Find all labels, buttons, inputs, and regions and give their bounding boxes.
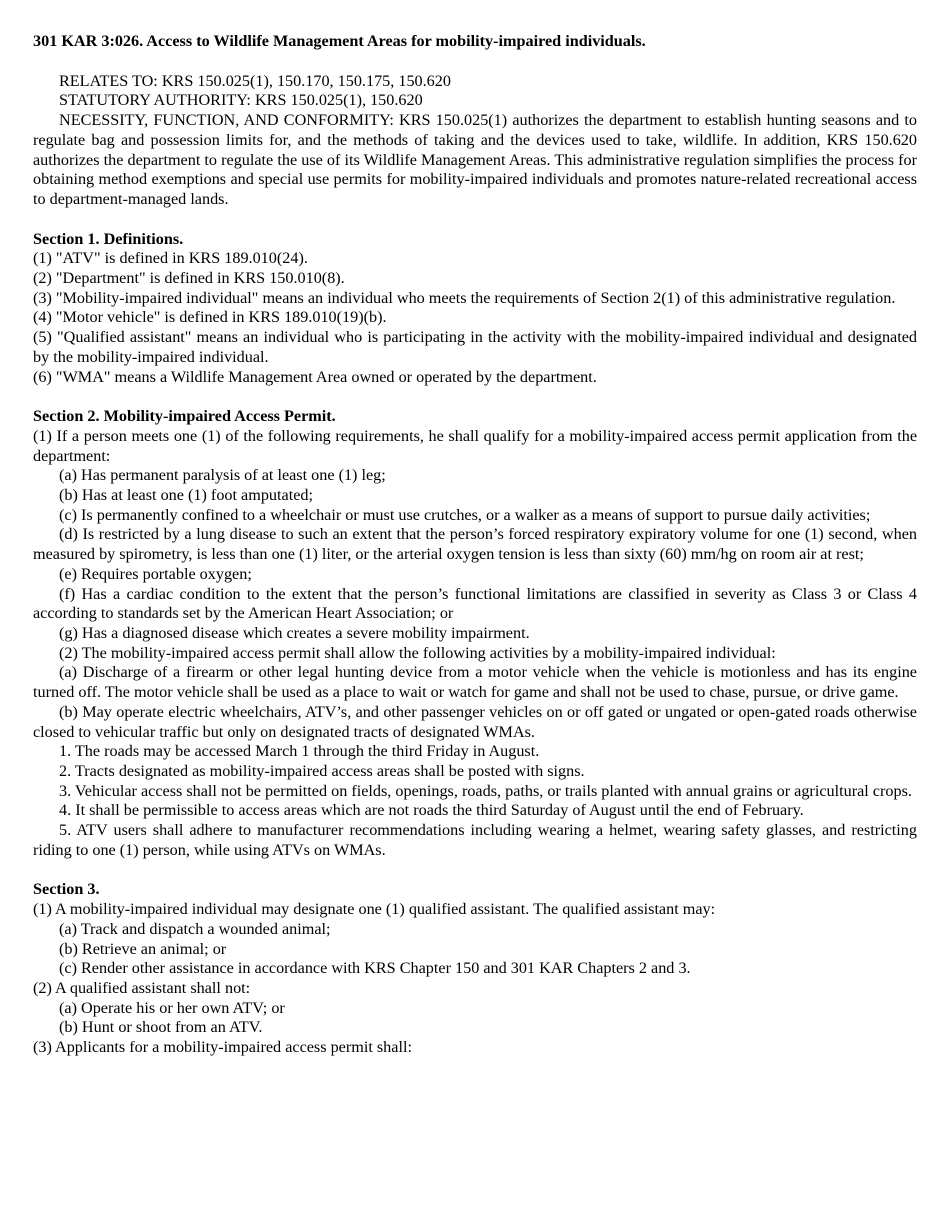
condition-item: 2. Tracts designated as mobility-impaired access areas shall be posted with signs. bbox=[59, 761, 585, 780]
section-1-heading: Section 1. Definitions. bbox=[33, 229, 184, 248]
section-3-paragraph: (3) Applicants for a mobility-impaired access permit shall: bbox=[33, 1038, 412, 1057]
relates-to: RELATES TO: KRS 150.025(1), 150.170, 150.175, 150.620 bbox=[59, 71, 451, 90]
assistant-may-item: (a) Track and dispatch a wounded animal; bbox=[59, 919, 331, 938]
condition-item: 5. ATV users shall adhere to manufacturer recommendations including wearing a helmet, wearing safety glasses, and restricting riding to one (1) person, while using ATVs on WMAs. bbox=[33, 821, 917, 859]
section-3-heading: Section 3. bbox=[33, 880, 100, 899]
condition-item: 1. The roads may be accessed March 1 through the third Friday in August. bbox=[59, 742, 540, 761]
requirement-item: (c) Is permanently confined to a wheelchair or must use crutches, or a walker as a means of support to pursue daily activities; bbox=[59, 505, 871, 524]
permit-activities-intro: (2) The mobility-impaired access permit shall allow the following activities by a mobility-impaired individual: bbox=[59, 643, 776, 662]
condition-item: 3. Vehicular access shall not be permitted on fields, openings, roads, paths, or trails planted with annual grains or agricultural crops. bbox=[59, 781, 912, 800]
assistant-may-item: (b) Retrieve an animal; or bbox=[59, 939, 227, 958]
requirement-item: (d) Is restricted by a lung disease to such an extent that the person’s forced respiratory expiratory volume for one (1) second, when measured by spirometry, is less than one (1) liter, or the arterial oxygen tension is less than sixty (60) mm/hg on room air at rest; bbox=[33, 525, 917, 564]
statutory-authority: STATUTORY AUTHORITY: KRS 150.025(1), 150.620 bbox=[59, 91, 423, 110]
necessity-paragraph: NECESSITY, FUNCTION, AND CONFORMITY: KRS 150.025(1) authorizes the department to establish hunting seasons and to regulate bag and possession limits for, and the methods of taking and the devices used to take, wildlife. In addition, KRS 150.620 authorizes the department to regulate the use of its Wildlife Management Areas. This administrative regulation simplifies the process for obtaining method exemptions and special use permits for mobility-impaired individuals and promotes nature-related recreational access to department-managed lands. bbox=[33, 111, 917, 208]
requirement-item: (f) Has a cardiac condition to the extent that the person’s functional limitations are classified in severity as Class 3 or Class 4 according to standards set by the American Heart Association; or bbox=[33, 584, 917, 623]
requirement-item: (e) Requires portable oxygen; bbox=[59, 564, 252, 583]
definition-item: (1) "ATV" is defined in KRS 189.010(24). bbox=[33, 249, 308, 268]
assistant-shall-not-item: (b) Hunt or shoot from an ATV. bbox=[59, 1018, 263, 1037]
assistant-shall-not-item: (a) Operate his or her own ATV; or bbox=[59, 998, 285, 1017]
section-2-intro: (1) If a person meets one (1) of the following requirements, he shall qualify for a mobility-impaired access permit application from the department: bbox=[33, 426, 917, 465]
assistant-may-item: (c) Render other assistance in accordance with KRS Chapter 150 and 301 KAR Chapters 2 and 3. bbox=[59, 959, 691, 978]
section-3-paragraph: (2) A qualified assistant shall not: bbox=[33, 978, 251, 997]
definition-item: (5) "Qualified assistant" means an individual who is participating in the activity with the mobility-impaired individual and designated by the mobility-impaired individual. bbox=[33, 328, 917, 366]
requirement-item: (g) Has a diagnosed disease which creates a severe mobility impairment. bbox=[59, 623, 530, 642]
activity-item: (b) May operate electric wheelchairs, ATV’s, and other passenger vehicles on or off gated or ungated or open-gated roads otherwise closed to vehicular traffic but only on designated tracts of designated WMAs. bbox=[33, 702, 917, 741]
definition-item: (4) "Motor vehicle" is defined in KRS 189.010(19)(b). bbox=[33, 308, 387, 327]
definition-item: (6) "WMA" means a Wildlife Management Area owned or operated by the department. bbox=[33, 367, 597, 386]
requirement-item: (b) Has at least one (1) foot amputated; bbox=[59, 486, 313, 505]
section-2-heading: Section 2. Mobility-impaired Access Permit. bbox=[33, 407, 336, 426]
condition-item: 4. It shall be permissible to access areas which are not roads the third Saturday of August until the end of February. bbox=[59, 801, 804, 820]
requirement-item: (a) Has permanent paralysis of at least one (1) leg; bbox=[59, 466, 386, 485]
definition-item: (2) "Department" is defined in KRS 150.010(8). bbox=[33, 269, 345, 288]
section-3-paragraph: (1) A mobility-impaired individual may designate one (1) qualified assistant. The qualified assistant may: bbox=[33, 900, 716, 919]
definition-item: (3) "Mobility-impaired individual" means an individual who meets the requirements of Section 2(1) of this administrative regulation. bbox=[33, 288, 896, 307]
regulation-title: 301 KAR 3:026. Access to Wildlife Management Areas for mobility-impaired individuals. bbox=[33, 32, 646, 50]
activity-item: (a) Discharge of a firearm or other legal hunting device from a motor vehicle when the vehicle is motionless and has its engine turned off. The motor vehicle shall be used as a place to wait or watch for game and shall not be used to chase, pursue, or drive game. bbox=[33, 663, 917, 702]
